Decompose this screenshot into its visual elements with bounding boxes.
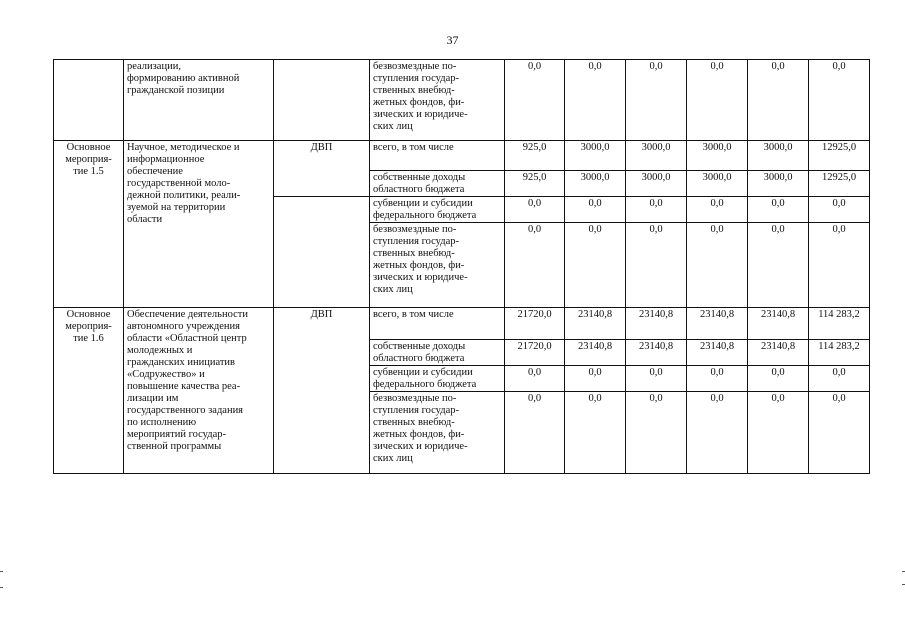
executor-cell-empty — [274, 197, 370, 308]
value-cell: 0,0 — [687, 197, 748, 223]
value-cell: 0,0 — [505, 366, 565, 392]
value-cell: 0,0 — [626, 366, 687, 392]
value-cell: 3000,0 — [565, 171, 626, 197]
value-cell: 0,0 — [687, 60, 748, 141]
value-cell: 0,0 — [687, 392, 748, 474]
value-cell: 12925,0 — [809, 171, 870, 197]
scan-edge-mark — [0, 587, 3, 588]
value-cell: 0,0 — [809, 197, 870, 223]
funding-source-cell: всего, в том числе — [370, 141, 505, 171]
table-row — [54, 308, 870, 340]
value-cell: 0,0 — [626, 223, 687, 308]
value-cell: 0,0 — [687, 223, 748, 308]
funding-source-cell: субвенции и субсидии федерального бюджета — [370, 366, 505, 392]
value-cell: 0,0 — [626, 60, 687, 141]
value-cell: 12925,0 — [809, 141, 870, 171]
value-cell: 0,0 — [748, 197, 809, 223]
value-cell: 23140,8 — [626, 340, 687, 366]
program-table — [53, 59, 870, 474]
value-cell: 0,0 — [748, 392, 809, 474]
value-cell: 0,0 — [809, 392, 870, 474]
executor-cell — [274, 60, 370, 141]
value-cell: 0,0 — [505, 60, 565, 141]
executor-cell: ДВП — [274, 141, 370, 197]
funding-source-cell: безвозмездные по- ступления государ- ственных внебюд- жетных фондов, фи- зических и юридиче- ских лиц — [370, 223, 505, 308]
value-cell: 0,0 — [748, 60, 809, 141]
table-row — [54, 141, 870, 171]
executor-cell: ДВП — [274, 308, 370, 474]
table-row — [54, 60, 870, 141]
event-cell — [54, 60, 124, 141]
value-cell: 0,0 — [626, 392, 687, 474]
value-cell: 0,0 — [565, 392, 626, 474]
value-cell: 0,0 — [748, 366, 809, 392]
funding-source-cell: собственные доходы областного бюджета — [370, 171, 505, 197]
funding-source-cell: субвенции и субсидии федерального бюджета — [370, 197, 505, 223]
value-cell: 0,0 — [626, 197, 687, 223]
value-cell: 0,0 — [809, 223, 870, 308]
value-cell: 3000,0 — [687, 141, 748, 171]
value-cell: 23140,8 — [565, 340, 626, 366]
funding-source-cell: безвозмездные по- ступления государ- ственных внебюд- жетных фондов, фи- зических и юридиче- ских лиц — [370, 392, 505, 474]
value-cell: 925,0 — [505, 171, 565, 197]
event-cell: Основное мероприя- тие 1.6 — [54, 308, 124, 474]
value-cell: 21720,0 — [505, 308, 565, 340]
value-cell: 0,0 — [687, 366, 748, 392]
value-cell: 0,0 — [809, 60, 870, 141]
value-cell: 0,0 — [505, 197, 565, 223]
value-cell: 3000,0 — [748, 171, 809, 197]
description-cell: Обеспечение деятельности автономного учреждения области «Областной центр молодежных и гражданских инициатив «Содружество» и повышение качества реа- лизации им государственного задания по исполнению мероприятий государ- ственной программы — [124, 308, 274, 474]
value-cell: 23140,8 — [748, 308, 809, 340]
value-cell: 0,0 — [505, 392, 565, 474]
description-cell: реализации, формированию активной гражданской позиции — [124, 60, 274, 141]
value-cell: 0,0 — [748, 223, 809, 308]
funding-source-cell: всего, в том числе — [370, 308, 505, 340]
description-cell: Научное, методическое и информационное обеспечение государственной моло- дежной политики, реали- зуемой на территории области — [124, 141, 274, 308]
value-cell: 3000,0 — [687, 171, 748, 197]
value-cell: 114 283,2 — [809, 340, 870, 366]
value-cell: 23140,8 — [626, 308, 687, 340]
value-cell: 114 283,2 — [809, 308, 870, 340]
value-cell: 3000,0 — [626, 171, 687, 197]
value-cell: 23140,8 — [687, 340, 748, 366]
funding-source-cell: безвозмездные по- ступления государ- ственных внебюд- жетных фондов, фи- зических и юридиче- ских лиц — [370, 60, 505, 141]
value-cell: 23140,8 — [565, 308, 626, 340]
value-cell: 0,0 — [565, 197, 626, 223]
value-cell: 3000,0 — [748, 141, 809, 171]
value-cell: 21720,0 — [505, 340, 565, 366]
value-cell: 0,0 — [565, 223, 626, 308]
funding-source-cell: собственные доходы областного бюджета — [370, 340, 505, 366]
value-cell: 3000,0 — [565, 141, 626, 171]
page-number: 37 — [446, 33, 459, 47]
value-cell: 0,0 — [505, 223, 565, 308]
value-cell: 0,0 — [565, 60, 626, 141]
event-cell: Основное мероприя- тие 1.5 — [54, 141, 124, 308]
value-cell: 23140,8 — [748, 340, 809, 366]
value-cell: 925,0 — [505, 141, 565, 171]
value-cell: 23140,8 — [687, 308, 748, 340]
value-cell: 0,0 — [565, 366, 626, 392]
scan-edge-mark — [0, 571, 3, 572]
value-cell: 3000,0 — [626, 141, 687, 171]
value-cell: 0,0 — [809, 366, 870, 392]
